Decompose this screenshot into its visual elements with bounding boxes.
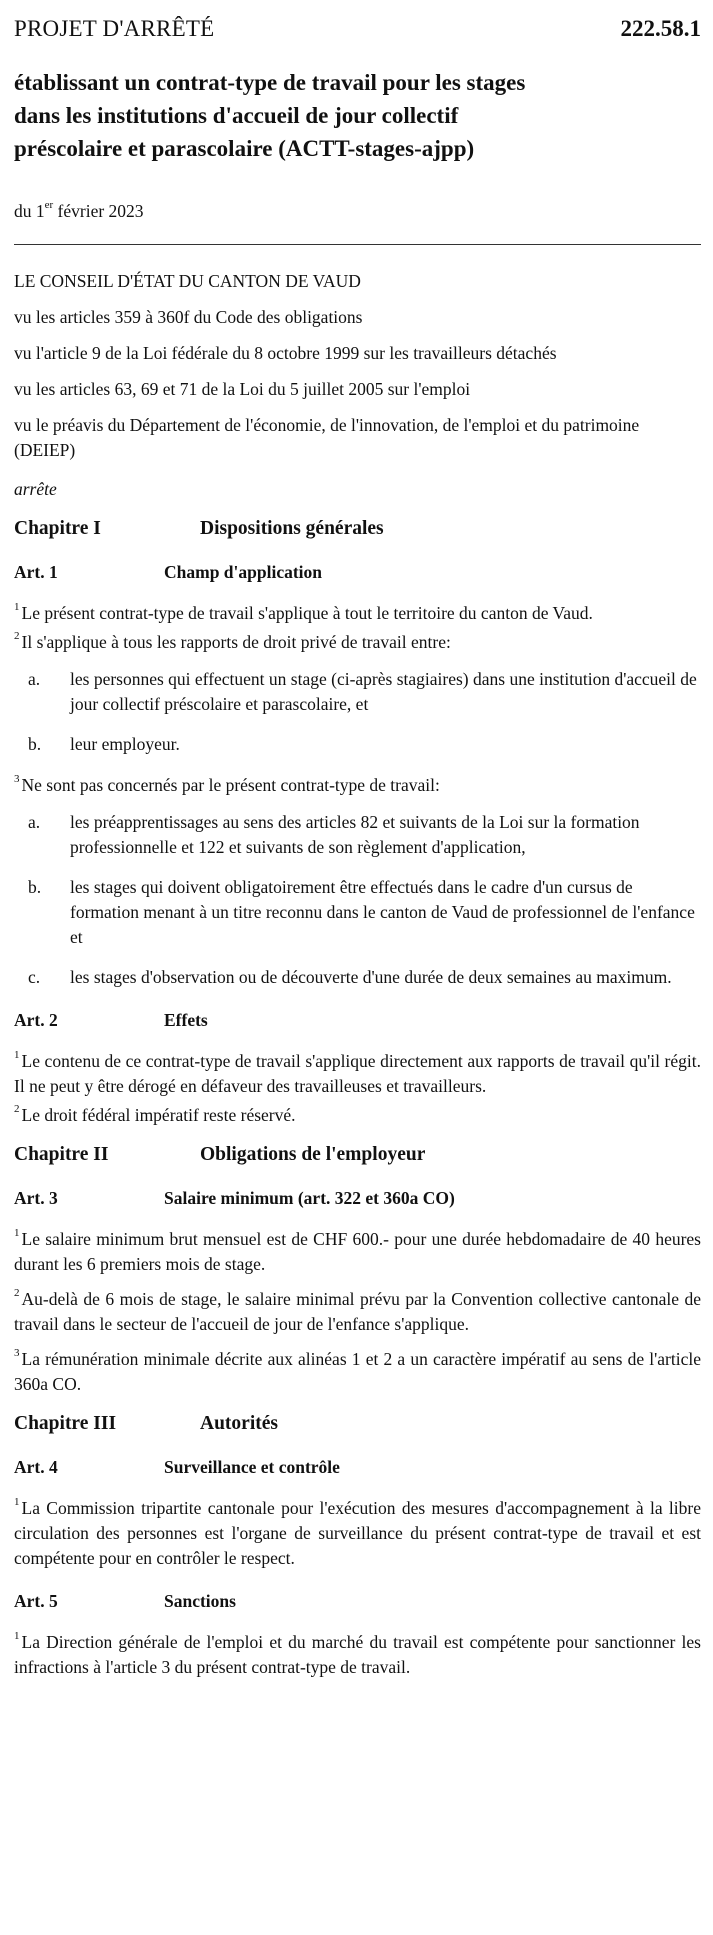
vu-clause: vu les articles 63, 69 et 71 de la Loi du 5 juillet 2005 sur l'emploi [14,379,471,399]
list-letter: b. [28,877,42,897]
council-heading: LE CONSEIL D'ÉTAT DU CANTON DE VAUD [14,271,361,291]
chapter-number: Chapitre III [14,1413,117,1434]
chapter-title: Autorités [200,1413,278,1434]
article-title: Surveillance et contrôle [164,1457,340,1477]
vu-clause: vu les articles 359 à 360f du Code des obligations [14,307,363,327]
document-type-label: PROJET D'ARRÊTÉ [14,16,215,41]
chapter-heading [14,1411,701,1437]
alinea: $^1$ La Direction générale de l'emploi et du marché du travail est compétente pour sanctionner les infractions à l'article 3 du présent contrat-type de travail. [14,1630,701,1677]
chapter-heading [14,1142,701,1168]
title-line: établissant un contrat-type de travail pour les stages [14,70,526,95]
list-text: les préapprentissages au sens des articles 82 et suivants de la Loi sur la formation professionnelle et 122 et suivants de son règlement d'application, [70,812,640,857]
article-number: Art. 2 [14,1010,58,1030]
article-title: Champ d'application [164,562,323,582]
list-letter: b. [28,734,42,754]
list-letter: a. [28,669,41,689]
chapter-number: Chapitre I [14,518,101,539]
header-divider [14,244,701,245]
title-line: dans les institutions d'accueil de jour collectif [14,103,459,128]
document-header [14,14,701,44]
article-number: Art. 3 [14,1188,58,1208]
article-heading [14,1589,701,1614]
article-number: Art. 4 [14,1457,58,1477]
list-item [14,965,701,990]
article-title: Effets [164,1010,208,1030]
chapter-title: Obligations de l'employeur [200,1144,426,1165]
chapter-heading [14,516,701,542]
list-text: les stages d'observation ou de découverte d'une durée de deux semaines au maximum. [70,967,672,987]
alinea: $^3$ La rémunération minimale décrite aux alinéas 1 et 2 a un caractère impératif au sens de l'article 360a CO. [14,1347,701,1394]
list-letter: a. [28,812,41,832]
alinea: $^1$ Le salaire minimum brut mensuel est de CHF 600.- pour une durée hebdomadaire de 40 heures durant les 6 premiers mois de stage. [14,1227,701,1274]
article-heading [14,1186,701,1211]
list-item [14,810,701,860]
list-item [14,667,701,717]
list-item [14,875,701,950]
arrete-word: arrête [14,479,57,499]
alinea: $^1$ La Commission tripartite cantonale pour l'exécution des mesures d'accompagnement à la libre circulation des personnes est l'organe de surveillance du présent contrat-type de travail et est compétente pour en contrôler le respect. [14,1496,701,1568]
document-date: du 1er février 2023 [14,199,144,221]
document-title [14,66,701,165]
document-number: 222.58.1 [620,16,701,41]
article-title: Sanctions [164,1591,236,1611]
alinea: $^1$ Le contenu de ce contrat-type de travail s'applique directement aux rapports de travail qu'il régit. Il ne peut y être dérogé en défaveur des travailleuses et travailleurs. [14,1049,701,1096]
alinea: $^2$ Il s'applique à tous les rapports de droit privé de travail entre: [14,630,451,652]
list-text: les stages qui doivent obligatoirement être effectués dans le cadre d'un cursus de formation menant à un titre reconnu dans le canton de Vaud de professionnel de l'enfance et [70,877,695,947]
chapter-number: Chapitre II [14,1144,109,1165]
alinea: $^2$ Au-delà de 6 mois de stage, le salaire minimal prévu par la Convention collective cantonale de travail dans le secteur de l'accueil de jour de l'enfance s'applique. [14,1287,701,1334]
article-title: Salaire minimum (art. 322 et 360a CO) [164,1188,455,1208]
article-heading [14,1008,701,1033]
article-heading [14,1455,701,1480]
list-text: les personnes qui effectuent un stage (ci-après stagiaires) dans une institution d'accueil de jour collectif préscolaire et parascolaire, et [70,669,697,714]
vu-clause: vu l'article 9 de la Loi fédérale du 8 octobre 1999 sur les travailleurs détachés [14,343,557,363]
article-heading [14,560,701,585]
list-item [14,732,701,757]
alinea: $^3$ Ne sont pas concernés par le présent contrat-type de travail: [14,773,440,795]
chapter-title: Dispositions générales [200,518,384,539]
alinea: $^1$ Le présent contrat-type de travail s'applique à tout le territoire du canton de Vaud. [14,601,593,623]
vu-clause: vu le préavis du Département de l'économie, de l'innovation, de l'emploi et du patrimoine (DEIEP) [14,415,640,460]
alinea: $^2$ Le droit fédéral impératif reste réservé. [14,1103,296,1125]
article-number: Art. 1 [14,562,58,582]
title-line: préscolaire et parascolaire (ACTT-stages-ajpp) [14,136,475,161]
article-number: Art. 5 [14,1591,58,1611]
list-text: leur employeur. [70,734,180,754]
list-letter: c. [28,967,41,987]
